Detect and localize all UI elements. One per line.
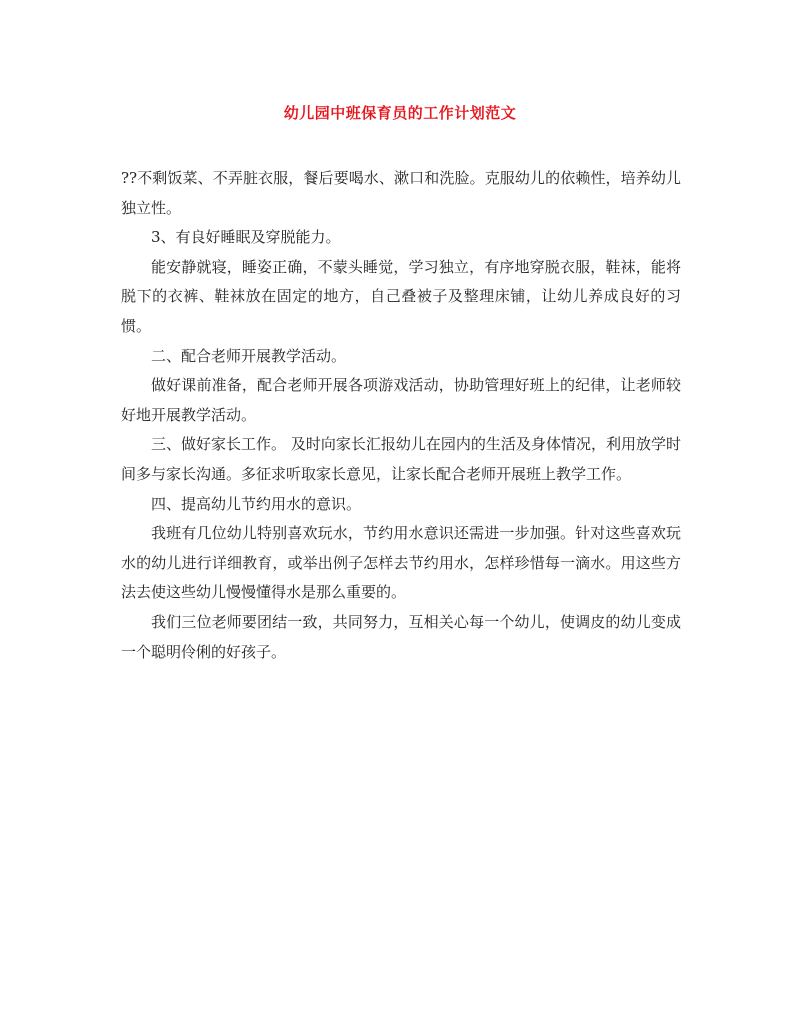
heading-water-saving: 四、提高幼儿节约用水的意识。 bbox=[151, 494, 362, 513]
paragraph-sleep-dressing: 能安静就寝，睡姿正确，不蒙头睡觉，学习独立，有序地穿脱衣服，鞋袜，能将脱下的衣裤、鞋袜放在固定的地方，自己叠被子及整理床铺，让幼儿养成良好的习惯。 bbox=[121, 257, 681, 335]
document-title: 幼儿园中班保育员的工作计划范文 bbox=[283, 104, 517, 122]
document-body bbox=[121, 164, 681, 667]
paragraph-assist-teaching: 做好课前准备，配合老师开展各项游戏活动，协助管理好班上的纪律，让老师较好地开展教学活动。 bbox=[121, 376, 681, 424]
paragraph-water-saving: 我班有几位幼儿特别喜欢玩水，节约用水意识还需进一步加强。针对这些喜欢玩水的幼儿进行详细教育，或举出例子怎样去节约用水，怎样珍惜每一滴水。用这些方法去使这些幼儿慢慢懂得水是那么重要的。 bbox=[121, 524, 681, 602]
paragraph-parent-work: 三、做好家长工作。 及时向家长汇报幼儿在园内的生活及身体情况，利用放学时间多与家长沟通。多征求听取家长意见，让家长配合老师开展班上教学工作。 bbox=[121, 435, 681, 483]
heading-assist-teaching: 二、配合老师开展教学活动。 bbox=[151, 346, 347, 365]
paragraph-meal-habits: ??不剩饭菜、不弄脏衣服，餐后要喝水、漱口和洗脸。克服幼儿的依赖性，培养幼儿独立性。 bbox=[121, 169, 681, 217]
heading-sleep-dressing: 3、有良好睡眠及穿脱能力。 bbox=[151, 228, 341, 247]
paragraph-conclusion: 我们三位老师要团结一致，共同努力，互相关心每一个幼儿，使调皮的幼儿变成一个聪明伶俐的好孩子。 bbox=[121, 612, 681, 661]
